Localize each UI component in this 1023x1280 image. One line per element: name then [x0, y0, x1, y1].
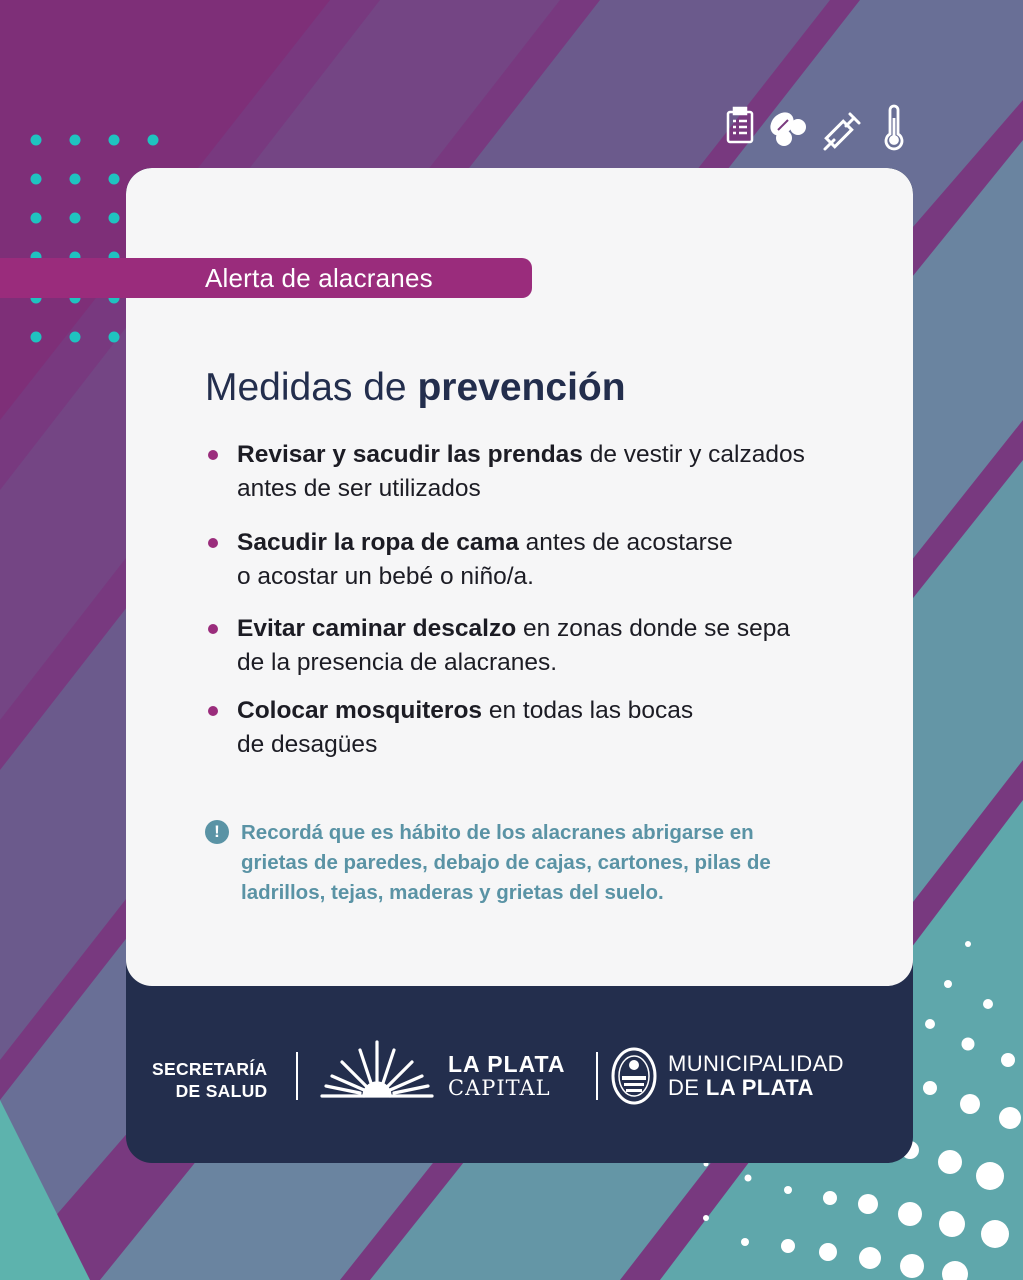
- footer-logos: [126, 1040, 913, 1110]
- title-regular: Medidas de: [205, 366, 407, 409]
- alert-tag-label: Alerta de alacranes: [205, 263, 433, 293]
- item-text-line2: de la presencia de alacranes.: [237, 649, 558, 676]
- list-item: [205, 694, 885, 762]
- municipalidad-logo: MUNICIPALIDAD DE LA PLATA: [668, 1051, 844, 1100]
- item-text: en todas las bocas: [482, 697, 694, 724]
- thermometer-icon: [886, 106, 902, 149]
- list-item: [205, 612, 885, 680]
- reminder-note: [205, 818, 865, 908]
- list-item: [205, 526, 885, 594]
- item-text-line2: de desagües: [237, 731, 378, 758]
- list-item: [205, 438, 885, 506]
- item-text-line2: o acostar un bebé o niño/a.: [237, 563, 534, 590]
- clipboard-icon: [728, 108, 752, 142]
- item-text: de vestir y calzados: [582, 441, 805, 468]
- syringe-icon: [825, 114, 859, 149]
- reminder-line: Recordá que es hábito de los alacranes abrigarse en: [241, 821, 754, 844]
- divider: [596, 1052, 598, 1100]
- reminder-line: grietas de paredes, debajo de cajas, cartones, pilas de: [241, 851, 771, 874]
- prevention-list: [205, 438, 885, 762]
- reminder-text: [205, 818, 865, 908]
- top-icons-row: [722, 104, 912, 154]
- item-bold: Colocar mosquiteros: [237, 697, 483, 724]
- bullet-icon: [208, 624, 218, 634]
- page-title: [205, 366, 626, 410]
- item-bold: Revisar y sacudir las prendas: [237, 441, 583, 468]
- item-bold: Sacudir la ropa de cama: [237, 529, 519, 556]
- item-bold: Evitar caminar descalzo: [237, 615, 517, 642]
- item-text-line2: antes de ser utilizados: [237, 475, 481, 502]
- municipal-seal-icon: [610, 1046, 658, 1106]
- divider: [296, 1052, 298, 1100]
- sun-rays-icon: [320, 1040, 436, 1100]
- bullet-icon: [208, 706, 218, 716]
- item-text: en zonas donde se sepa: [516, 615, 790, 642]
- bullet-icon: [208, 450, 218, 460]
- item-text: antes de acostarse: [518, 529, 733, 556]
- alert-tag: [0, 258, 532, 298]
- la-plata-capital-logo: LA PLATA CAPITAL: [448, 1051, 566, 1100]
- pills-icon: [766, 108, 806, 146]
- exclamation-icon: !: [205, 820, 229, 844]
- bullet-icon: [208, 538, 218, 548]
- secretaria-salud-logo: SECRETARÍA DE SALUD: [152, 1059, 268, 1101]
- title-bold: prevención: [417, 366, 626, 409]
- reminder-line: ladrillos, tejas, maderas y grietas del suelo.: [241, 881, 664, 904]
